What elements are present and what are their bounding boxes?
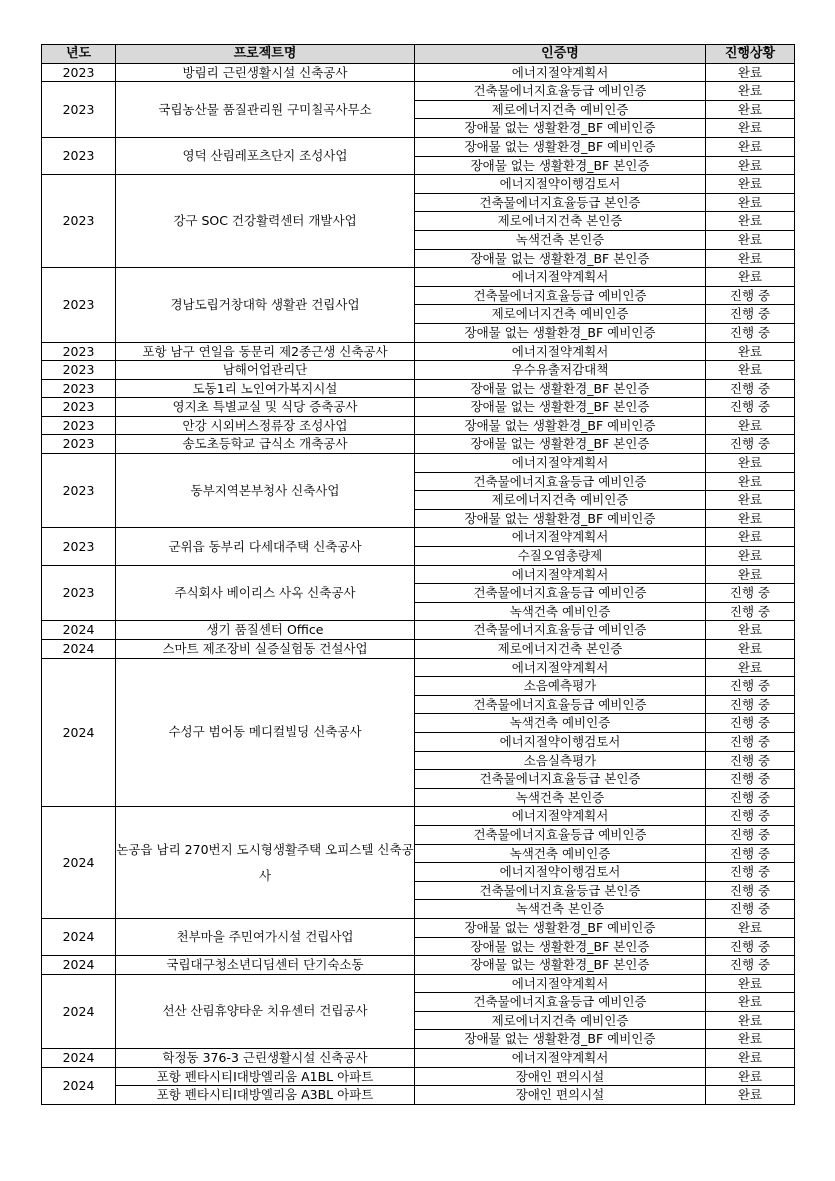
table-row: [42, 1086, 795, 1105]
certification-cell: 에너지절약이행검토서: [415, 732, 706, 751]
year-cell: 2023: [42, 528, 116, 565]
status-cell: 진행 중: [706, 398, 795, 417]
certification-cell: 장애물 없는 생활환경_BF 예비인증: [415, 918, 706, 937]
status-cell: 진행 중: [706, 714, 795, 733]
header-cert: 인증명: [415, 45, 706, 64]
year-cell: 2023: [42, 435, 116, 454]
certification-cell: 에너지절약계획서: [415, 974, 706, 993]
year-cell: 2023: [42, 137, 116, 174]
certification-cell: 건축물에너지효율등급 본인증: [415, 770, 706, 789]
table-row: [42, 398, 795, 417]
project-name-cell: 논공읍 남리 270번지 도시형생활주택 오피스텔 신축공사: [116, 807, 415, 919]
status-cell: 완료: [706, 342, 795, 361]
project-name-cell: 포항 펜타시티Ⅰ대방엘리움 A1BL 아파트: [116, 1067, 415, 1086]
project-name-cell: 포항 펜타시티Ⅰ대방엘리움 A3BL 아파트: [116, 1086, 415, 1105]
status-cell: 진행 중: [706, 435, 795, 454]
status-cell: 완료: [706, 416, 795, 435]
certification-cell: 에너지절약계획서: [415, 454, 706, 473]
status-cell: 진행 중: [706, 844, 795, 863]
status-cell: 진행 중: [706, 881, 795, 900]
table-row: [42, 621, 795, 640]
certification-cell: 수질오염총량제: [415, 547, 706, 566]
table-row: [42, 82, 795, 101]
project-name-cell: 안강 시외버스정류장 조성사업: [116, 416, 415, 435]
certification-cell: 제로에너지건축 예비인증: [415, 1011, 706, 1030]
certification-cell: 장애인 편의시설: [415, 1086, 706, 1105]
table-row: [42, 454, 795, 473]
status-cell: 완료: [706, 1067, 795, 1086]
certification-cell: 제로에너지건축 본인증: [415, 212, 706, 231]
status-cell: 완료: [706, 565, 795, 584]
certification-cell: 건축물에너지효율등급 본인증: [415, 193, 706, 212]
year-cell: 2023: [42, 379, 116, 398]
year-cell: 2023: [42, 342, 116, 361]
project-name-cell: 동부지역본부청사 신축사업: [116, 454, 415, 528]
status-cell: 진행 중: [706, 379, 795, 398]
status-cell: 완료: [706, 137, 795, 156]
table-row: [42, 640, 795, 659]
project-name-cell: 강구 SOC 건강활력센터 개발사업: [116, 175, 415, 268]
project-name-cell: 영지초 특별교실 및 식당 증축공사: [116, 398, 415, 417]
certification-cell: 에너지절약이행검토서: [415, 175, 706, 194]
table-row: [42, 565, 795, 584]
status-cell: 진행 중: [706, 788, 795, 807]
status-cell: 완료: [706, 918, 795, 937]
status-cell: 완료: [706, 640, 795, 659]
year-cell: 2023: [42, 175, 116, 268]
project-name-cell: 수성구 범어동 메디컬빌딩 신축공사: [116, 658, 415, 807]
header-status: 진행상황: [706, 45, 795, 64]
status-cell: 진행 중: [706, 937, 795, 956]
table-row: [42, 379, 795, 398]
status-cell: 완료: [706, 528, 795, 547]
status-cell: 진행 중: [706, 584, 795, 603]
certification-cell: 에너지절약계획서: [415, 342, 706, 361]
status-cell: 완료: [706, 63, 795, 82]
table-row: [42, 268, 795, 287]
project-name-cell: 주식회사 베이리스 사옥 신축공사: [116, 565, 415, 621]
year-cell: 2023: [42, 416, 116, 435]
certification-cell: 장애물 없는 생활환경_BF 예비인증: [415, 137, 706, 156]
status-cell: 진행 중: [706, 900, 795, 919]
year-cell: 2024: [42, 974, 116, 1048]
project-name-cell: 송도초등학교 급식소 개축공사: [116, 435, 415, 454]
project-name-cell: 선산 산림휴양타운 치유센터 건립공사: [116, 974, 415, 1048]
header-year: 년도: [42, 45, 116, 64]
certification-cell: 에너지절약계획서: [415, 63, 706, 82]
certification-cell: 장애물 없는 생활환경_BF 예비인증: [415, 1030, 706, 1049]
certification-cell: 장애물 없는 생활환경_BF 본인증: [415, 398, 706, 417]
project-name-cell: 포항 남구 연일읍 동문리 제2종근생 신축공사: [116, 342, 415, 361]
table-row: [42, 342, 795, 361]
status-cell: 완료: [706, 472, 795, 491]
certification-cell: 녹색건축 예비인증: [415, 602, 706, 621]
project-name-cell: 국립대구청소년디딤센터 단기숙소동: [116, 956, 415, 975]
certification-cell: 에너지절약계획서: [415, 268, 706, 287]
table-row: [42, 175, 795, 194]
project-name-cell: 도동1리 노인여가복지시설: [116, 379, 415, 398]
table-row: [42, 956, 795, 975]
certification-cell: 에너지절약계획서: [415, 528, 706, 547]
certification-table: [41, 44, 795, 1105]
table-row: [42, 528, 795, 547]
status-cell: 완료: [706, 119, 795, 138]
certification-cell: 녹색건축 예비인증: [415, 714, 706, 733]
status-cell: 완료: [706, 491, 795, 510]
status-cell: 완료: [706, 993, 795, 1012]
status-cell: 진행 중: [706, 732, 795, 751]
table-body: [42, 63, 795, 1104]
certification-cell: 제로에너지건축 예비인증: [415, 491, 706, 510]
table-row: [42, 1049, 795, 1068]
table-row: [42, 137, 795, 156]
table-row: [42, 63, 795, 82]
certification-cell: 장애물 없는 생활환경_BF 본인증: [415, 379, 706, 398]
table-row: [42, 361, 795, 380]
year-cell: 2024: [42, 640, 116, 659]
certification-cell: 장애물 없는 생활환경_BF 본인증: [415, 937, 706, 956]
project-name-cell: 방림리 근린생활시설 신축공사: [116, 63, 415, 82]
status-cell: 완료: [706, 249, 795, 268]
status-cell: 진행 중: [706, 807, 795, 826]
certification-cell: 에너지절약계획서: [415, 1049, 706, 1068]
status-cell: 완료: [706, 547, 795, 566]
status-cell: 진행 중: [706, 770, 795, 789]
certification-cell: 에너지절약계획서: [415, 565, 706, 584]
certification-cell: 건축물에너지효율등급 예비인증: [415, 621, 706, 640]
status-cell: 완료: [706, 268, 795, 287]
status-cell: 진행 중: [706, 825, 795, 844]
status-cell: 진행 중: [706, 695, 795, 714]
year-cell: 2023: [42, 565, 116, 621]
certification-cell: 건축물에너지효율등급 예비인증: [415, 584, 706, 603]
project-name-cell: 학정동 376-3 근린생활시설 신축공사: [116, 1049, 415, 1068]
project-name-cell: 영덕 산림레포츠단지 조성사업: [116, 137, 415, 174]
certification-cell: 건축물에너지효율등급 본인증: [415, 881, 706, 900]
table-row: [42, 807, 795, 826]
status-cell: 완료: [706, 1049, 795, 1068]
certification-cell: 우수유출저감대책: [415, 361, 706, 380]
year-cell: 2023: [42, 361, 116, 380]
status-cell: 진행 중: [706, 677, 795, 696]
certification-cell: 건축물에너지효율등급 예비인증: [415, 286, 706, 305]
certification-cell: 건축물에너지효율등급 예비인증: [415, 825, 706, 844]
status-cell: 완료: [706, 1086, 795, 1105]
status-cell: 진행 중: [706, 956, 795, 975]
certification-cell: 제로에너지건축 예비인증: [415, 100, 706, 119]
status-cell: 진행 중: [706, 602, 795, 621]
certification-cell: 녹색건축 본인증: [415, 788, 706, 807]
status-cell: 진행 중: [706, 286, 795, 305]
year-cell: 2024: [42, 621, 116, 640]
certification-cell: 에너지절약계획서: [415, 658, 706, 677]
status-cell: 완료: [706, 82, 795, 101]
certification-cell: 장애물 없는 생활환경_BF 예비인증: [415, 323, 706, 342]
certification-cell: 장애인 편의시설: [415, 1067, 706, 1086]
status-cell: 완료: [706, 1030, 795, 1049]
certification-cell: 장애물 없는 생활환경_BF 본인증: [415, 956, 706, 975]
status-cell: 완료: [706, 193, 795, 212]
table-row: [42, 974, 795, 993]
status-cell: 완료: [706, 974, 795, 993]
status-cell: 완료: [706, 1011, 795, 1030]
status-cell: 완료: [706, 621, 795, 640]
certification-cell: 에너지절약계획서: [415, 807, 706, 826]
certification-cell: 제로에너지건축 예비인증: [415, 305, 706, 324]
status-cell: 완료: [706, 361, 795, 380]
certification-cell: 장애물 없는 생활환경_BF 예비인증: [415, 416, 706, 435]
table-row: [42, 918, 795, 937]
header-project: 프로젝트명: [116, 45, 415, 64]
project-name-cell: 군위읍 동부리 다세대주택 신축공사: [116, 528, 415, 565]
status-cell: 완료: [706, 230, 795, 249]
project-name-cell: 남해어업관리단: [116, 361, 415, 380]
year-cell: 2023: [42, 268, 116, 342]
status-cell: 완료: [706, 454, 795, 473]
certification-cell: 장애물 없는 생활환경_BF 예비인증: [415, 119, 706, 138]
certification-cell: 에너지절약이행검토서: [415, 863, 706, 882]
certification-cell: 건축물에너지효율등급 예비인증: [415, 695, 706, 714]
certification-cell: 장애물 없는 생활환경_BF 예비인증: [415, 509, 706, 528]
certification-cell: 건축물에너지효율등급 예비인증: [415, 82, 706, 101]
certification-cell: 소음실측평가: [415, 751, 706, 770]
certification-cell: 장애물 없는 생활환경_BF 본인증: [415, 156, 706, 175]
certification-cell: 건축물에너지효율등급 예비인증: [415, 993, 706, 1012]
certification-cell: 장애물 없는 생활환경_BF 본인증: [415, 435, 706, 454]
certification-cell: 장애물 없는 생활환경_BF 본인증: [415, 249, 706, 268]
certification-cell: 건축물에너지효율등급 예비인증: [415, 472, 706, 491]
year-cell: 2024: [42, 1049, 116, 1068]
year-cell: 2024: [42, 1067, 116, 1104]
table-row: [42, 416, 795, 435]
status-cell: 진행 중: [706, 305, 795, 324]
certification-cell: 소음예측평가: [415, 677, 706, 696]
year-cell: 2023: [42, 82, 116, 138]
status-cell: 완료: [706, 212, 795, 231]
table-row: [42, 435, 795, 454]
year-cell: 2024: [42, 807, 116, 919]
status-cell: 진행 중: [706, 863, 795, 882]
project-name-cell: 천부마을 주민여가시설 건립사업: [116, 918, 415, 955]
project-name-cell: 스마트 제조장비 실증실험동 건설사업: [116, 640, 415, 659]
certification-cell: 녹색건축 예비인증: [415, 844, 706, 863]
project-name-cell: 경남도립거창대학 생활관 건립사업: [116, 268, 415, 342]
project-name-cell: 국립농산물 품질관리원 구미칠곡사무소: [116, 82, 415, 138]
status-cell: 완료: [706, 658, 795, 677]
status-cell: 완료: [706, 509, 795, 528]
year-cell: 2023: [42, 398, 116, 417]
certification-cell: 녹색건축 본인증: [415, 900, 706, 919]
year-cell: 2023: [42, 454, 116, 528]
year-cell: 2024: [42, 918, 116, 955]
status-cell: 완료: [706, 175, 795, 194]
status-cell: 진행 중: [706, 323, 795, 342]
project-name-cell: 생기 품질센터 Office: [116, 621, 415, 640]
status-cell: 완료: [706, 156, 795, 175]
status-cell: 진행 중: [706, 751, 795, 770]
year-cell: 2024: [42, 658, 116, 807]
table-row: [42, 1067, 795, 1086]
header-row: [42, 45, 795, 64]
certification-cell: 녹색건축 본인증: [415, 230, 706, 249]
year-cell: 2024: [42, 956, 116, 975]
certification-cell: 제로에너지건축 본인증: [415, 640, 706, 659]
table-row: [42, 658, 795, 677]
year-cell: 2023: [42, 63, 116, 82]
status-cell: 완료: [706, 100, 795, 119]
